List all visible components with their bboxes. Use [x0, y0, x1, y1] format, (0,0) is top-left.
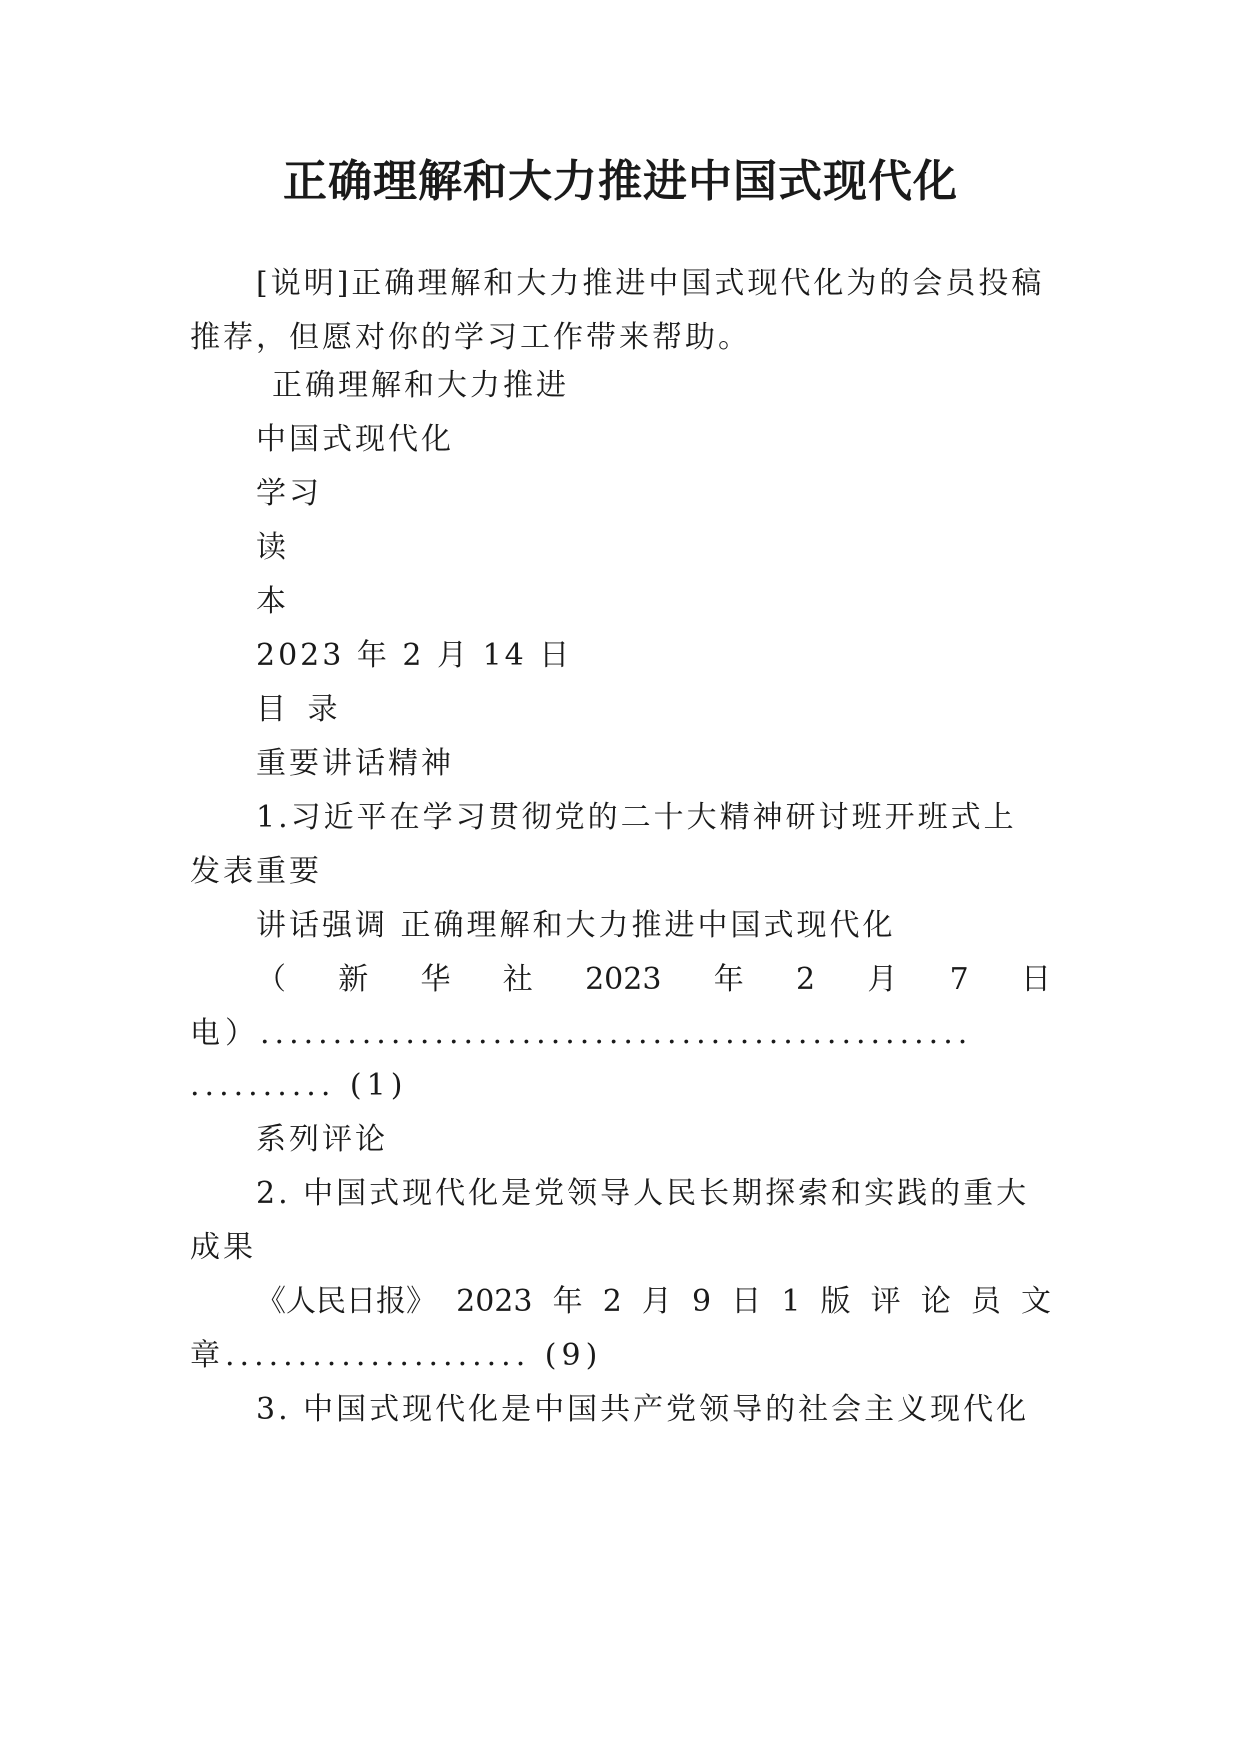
cover-line-2: 中国式现代化: [256, 422, 454, 457]
toc-entry-1-dots: 电）.................................................: [190, 1016, 973, 1051]
source-part: 年: [713, 962, 744, 997]
toc-entry-2-line-1: 2. 中国式现代化是党领导人民长期探索和实践的重大: [256, 1176, 1030, 1211]
toc-entry-1-line-3: 讲话强调 正确理解和大力推进中国式现代化: [256, 908, 896, 943]
source-part: 2: [795, 962, 816, 997]
source-part: 评: [870, 1284, 901, 1319]
source-part: 2: [602, 1284, 622, 1319]
toc-entry-1-source: [256, 960, 1051, 1000]
source-part: 华: [420, 962, 451, 997]
source-part: 1: [781, 1284, 801, 1319]
toc-entry-2-page: 章..................... (9): [190, 1338, 603, 1373]
source-part: 文: [1020, 1284, 1051, 1319]
cover-line-5: 本: [256, 584, 289, 619]
toc-entry-1-line-2: 发表重要: [190, 854, 322, 889]
source-part: 7: [949, 962, 969, 997]
toc-entry-2-line-2: 成果: [190, 1230, 256, 1265]
source-part: 日: [1020, 962, 1051, 997]
cover-line-4: 读: [256, 530, 289, 565]
note-line-2: 推荐，但愿对你的学习工作带来帮助。: [190, 320, 751, 355]
source-part: 2023: [585, 962, 662, 997]
source-part: 版: [820, 1284, 851, 1319]
toc-heading: 目 录: [256, 692, 344, 727]
source-part: 员: [970, 1284, 1001, 1319]
source-part: 2023: [456, 1284, 533, 1319]
source-part: 论: [920, 1284, 951, 1319]
cover-line-3: 学习: [256, 476, 322, 511]
note-line-1: [说明]正确理解和大力推进中国式现代化为的会员投稿: [256, 266, 1045, 301]
source-part: 《人民日报》: [256, 1284, 436, 1319]
cover-date: 2023 年 2 月 14 日: [256, 638, 573, 673]
cover-line-1: 正确理解和大力推进: [272, 368, 569, 403]
toc-entry-2-source: [256, 1282, 1051, 1322]
section-heading-1: 重要讲话精神: [256, 746, 454, 781]
toc-entry-3-line-1: 3. 中国式现代化是中国共产党领导的社会主义现代化: [256, 1392, 1030, 1427]
source-part: 新: [338, 962, 369, 997]
source-part: 月: [867, 962, 898, 997]
section-heading-2: 系列评论: [256, 1122, 388, 1157]
source-part: 9: [692, 1284, 712, 1319]
source-part: 年: [552, 1284, 583, 1319]
source-part: （: [256, 962, 286, 997]
toc-entry-1-page: .......... (1): [190, 1068, 408, 1103]
source-part: 日: [731, 1284, 762, 1319]
source-part: 社: [502, 962, 533, 997]
toc-entry-1-line-1: 1.习近平在学习贯彻党的二十大精神研讨班开班式上: [256, 800, 1017, 835]
document-title: 正确理解和大力推进中国式现代化: [283, 156, 958, 207]
source-part: 月: [641, 1284, 672, 1319]
